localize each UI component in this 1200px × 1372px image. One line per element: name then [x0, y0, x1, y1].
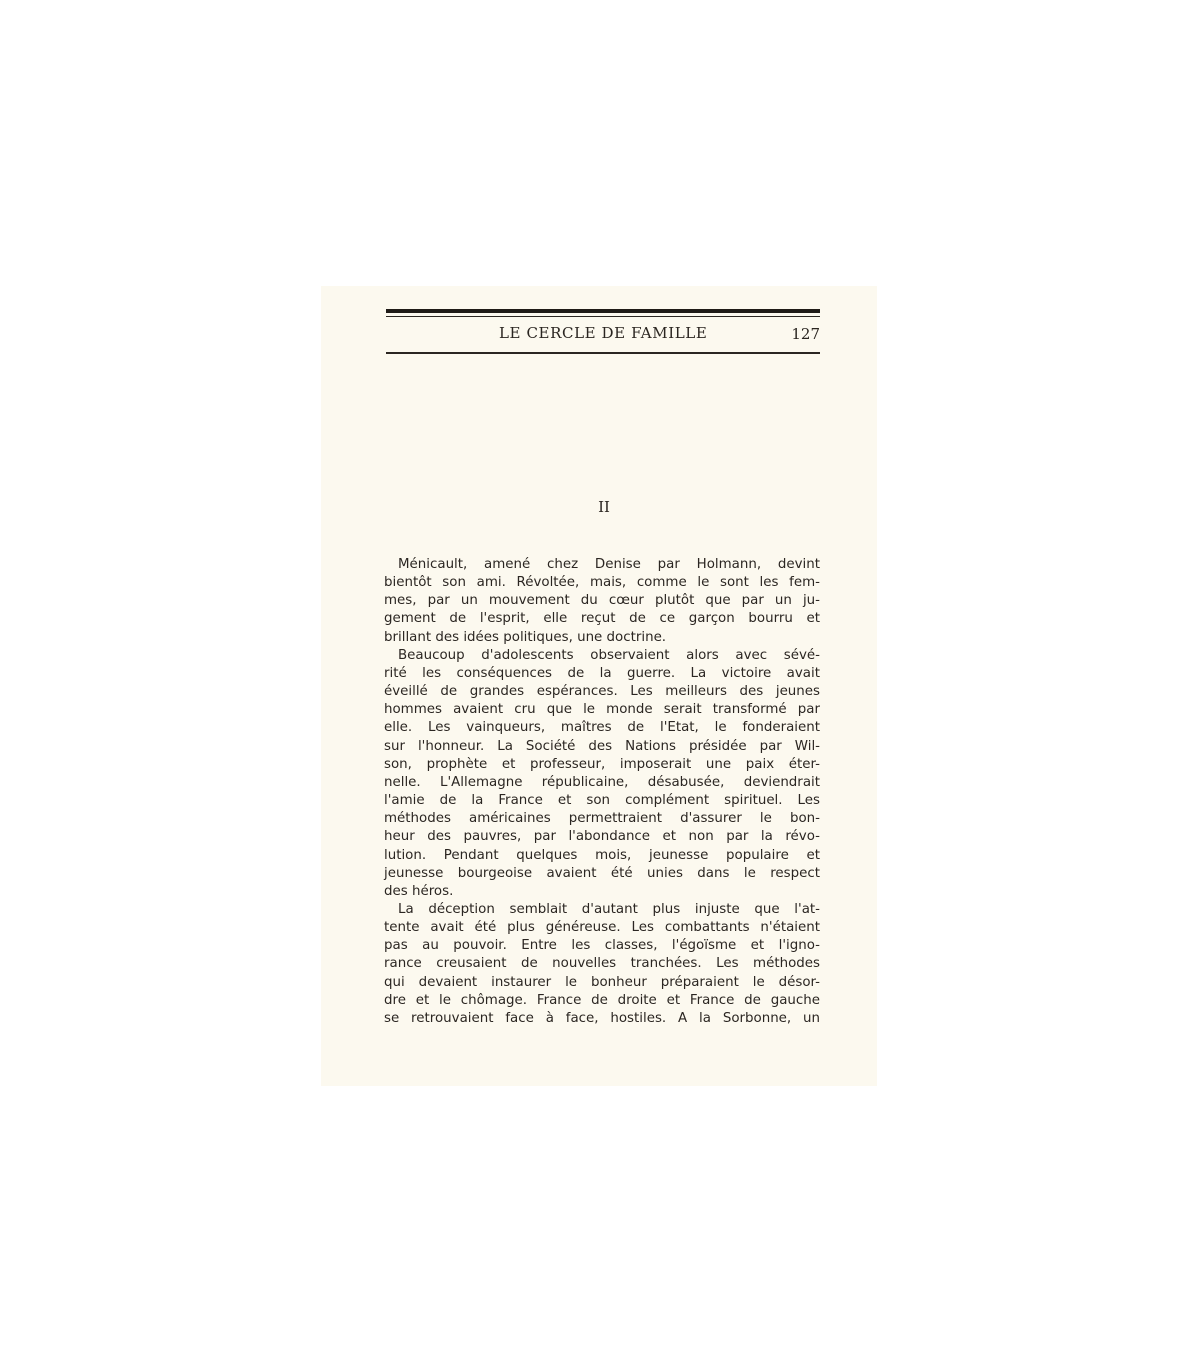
text-line: éveillé de grandes espérances. Les meilleurs des jeunes — [384, 684, 820, 700]
text-line: dre et le chômage. France de droite et France de gauche — [384, 992, 820, 1008]
text-line: rance creusaient de nouvelles tranchées. Les méthodes — [384, 956, 820, 972]
text-line: des héros. — [384, 883, 454, 899]
text-line: Ménicault, amené chez Denise par Holmann, devint — [398, 557, 820, 572]
body-text — [384, 556, 820, 1028]
text-line: lution. Pendant quelques mois, jeunesse populaire et — [384, 847, 820, 863]
text-line: bientôt son ami. Révoltée, mais, comme le sont les fem- — [384, 575, 820, 591]
text-line: se retrouvaient face à face, hostiles. A la Sorbonne, un — [384, 1010, 820, 1026]
text-line: heur des pauvres, par l'abondance et non par la révo- — [384, 829, 820, 845]
text-line: La déception semblait d'autant plus injuste que l'at- — [398, 901, 820, 917]
text-line: elle. Les vainqueurs, maîtres de l'Etat, le fonderaient — [384, 720, 820, 736]
chapter-number: II — [598, 498, 610, 516]
text-line: jeunesse bourgeoise avaient été unies dans le respect — [384, 865, 820, 881]
header-rule-bottom — [386, 352, 820, 354]
header-rule-thin — [386, 316, 820, 317]
page-number: 127 — [791, 325, 820, 343]
text-line: rité les conséquences de la guerre. La victoire avait — [384, 665, 820, 681]
text-line: l'amie de la France et son complément spirituel. Les — [384, 793, 820, 809]
text-line: pas au pouvoir. Entre les classes, l'égoïsme et l'igno- — [384, 938, 820, 954]
text-line: gement de l'esprit, elle reçut de ce garçon bourru et — [384, 611, 820, 627]
text-line: mes, par un mouvement du cœur plutôt que par un ju- — [384, 593, 820, 609]
running-head: LE CERCLE DE FAMILLE — [499, 324, 708, 342]
header-rule-thick — [386, 309, 820, 313]
text-line: son, prophète et professeur, imposerait une paix éter- — [384, 756, 820, 772]
text-line: hommes avaient cru que le monde serait transformé par — [384, 702, 820, 718]
text-line: sur l'honneur. La Société des Nations présidée par Wil- — [384, 738, 820, 754]
text-line: méthodes américaines permettraient d'assurer le bon- — [384, 811, 820, 827]
book-page — [321, 286, 877, 1086]
text-line: Beaucoup d'adolescents observaient alors avec sévé- — [398, 647, 820, 663]
text-line: qui devaient instaurer le bonheur préparaient le désor- — [384, 974, 820, 990]
text-line: brillant des idées politiques, une doctrine. — [384, 629, 667, 645]
text-line: tente avait été plus généreuse. Les combattants n'étaient — [384, 920, 820, 936]
text-line: nelle. L'Allemagne républicaine, désabusée, deviendrait — [384, 774, 820, 790]
